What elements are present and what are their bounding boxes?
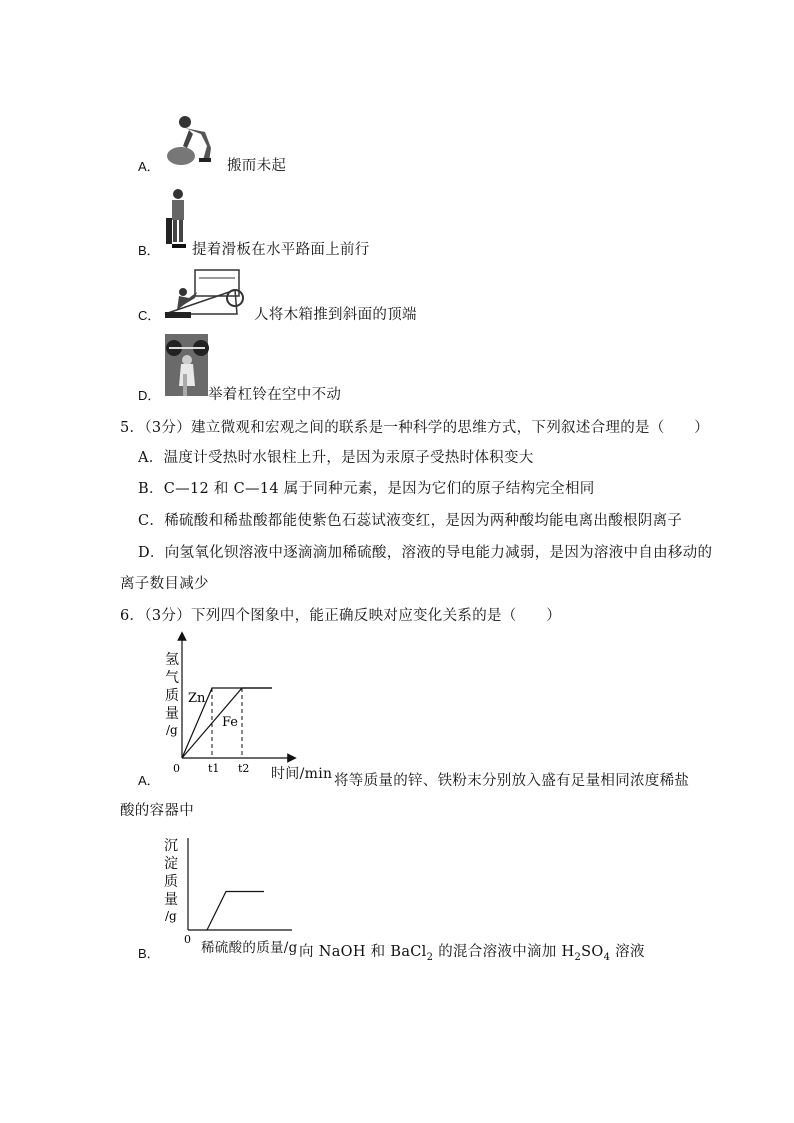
q4-option-d-picture-barbell	[165, 334, 208, 396]
chart-a-series-label-zn: Zn	[188, 691, 206, 706]
q6-option-b-text-pre: 向 NaOH 和 BaCl	[299, 944, 427, 960]
q4-option-b-picture-skateboard	[164, 188, 192, 252]
chart-a-ylabel-1: 氢	[165, 652, 179, 668]
chart-a-ylabel-5: /g	[166, 723, 178, 737]
chart-a-ylabel-3: 质	[165, 688, 179, 704]
q6-option-b-text	[299, 940, 645, 963]
q6-option-b-text-mid: 的混合溶液中滴加 H	[433, 944, 575, 960]
chart-b-line-precipitate	[207, 892, 264, 931]
q4-option-a-letter: A．	[138, 159, 160, 174]
q4-option-c-text: 人将木箱推到斜面的顶端	[254, 307, 417, 323]
q5-option-a: A．温度计受热时水银柱上升，是因为汞原子受热时体积变大	[138, 450, 534, 466]
q5-option-d: D．向氢氧化钡溶液中逐滴滴加稀硫酸，溶液的导电能力减弱，是因为溶液中自由移动的	[138, 545, 713, 561]
q5-option-c: C．稀硫酸和稀盐酸都能使紫色石蕊试液变红，是因为两种酸均能电离出酸根阴离子	[138, 513, 683, 529]
q4-option-c-picture-incline	[165, 268, 247, 320]
q6-option-b-sub2: 2	[574, 951, 582, 963]
chart-b-ylabel-3: 质	[164, 874, 178, 890]
q4-option-b-letter: B．	[138, 243, 160, 258]
chart-b-ylabel-1: 沉	[164, 838, 178, 854]
chart-a-tick-t2: t2	[238, 762, 250, 775]
q4-option-d-text: 举着杠铃在空中不动	[208, 387, 342, 403]
chart-a-tick-t1: t1	[208, 762, 220, 775]
chart-b-origin: 0	[184, 933, 191, 946]
q4-option-d-letter: D．	[138, 388, 161, 403]
chart-b-ylabel-2: 淀	[164, 856, 178, 872]
chart-a-xlabel: 时间/min	[271, 766, 333, 782]
chart-b-ylabel-4: 量	[164, 892, 178, 908]
q6-option-a-text: 将等质量的锌、铁粉末分别放入盛有足量相同浓度稀盐	[334, 773, 690, 789]
q6-option-b-text-mid2: SO	[581, 944, 604, 960]
q5-option-d-continuation: 离子数目减少	[120, 576, 209, 592]
q6-option-b-sub1: 2	[426, 951, 434, 963]
q6-stem: 6．（3分）下列四个图象中，能正确反映对应变化关系的是（ ）	[120, 608, 561, 624]
q6-option-a-letter: A．	[138, 773, 160, 788]
q6-option-b-sub3: 4	[603, 951, 611, 963]
chart-b-xlabel: 稀硫酸的质量/g	[201, 940, 298, 956]
q5-stem: 5．（3分）建立微观和宏观之间的联系是一种科学的思维方式，下列叙述合理的是（ ）	[120, 420, 709, 436]
chart-b-precipitate-mass	[160, 832, 300, 946]
q5-option-b: B．C—12 和 C—14 属于同种元素，是因为它们的原子结构完全相同	[138, 481, 595, 497]
q4-option-c-letter: C．	[138, 308, 161, 323]
q6-option-a-continuation: 酸的容器中	[120, 803, 194, 819]
q6-option-b-letter: B．	[138, 946, 160, 961]
chart-a-origin: 0	[173, 762, 180, 775]
chart-a-series-label-fe: Fe	[222, 715, 239, 730]
chart-a-ylabel-4: 量	[165, 706, 179, 722]
chart-b-ylabel-5: /g	[165, 909, 177, 923]
chart-a-ylabel-2: 气	[165, 670, 179, 686]
q4-option-a-text: 搬而未起	[227, 158, 287, 174]
q4-option-b-text: 提着滑板在水平路面上前行	[192, 242, 370, 258]
q4-option-a-picture-lifting	[163, 112, 227, 168]
q6-option-b-text-post: 溶液	[610, 944, 645, 960]
